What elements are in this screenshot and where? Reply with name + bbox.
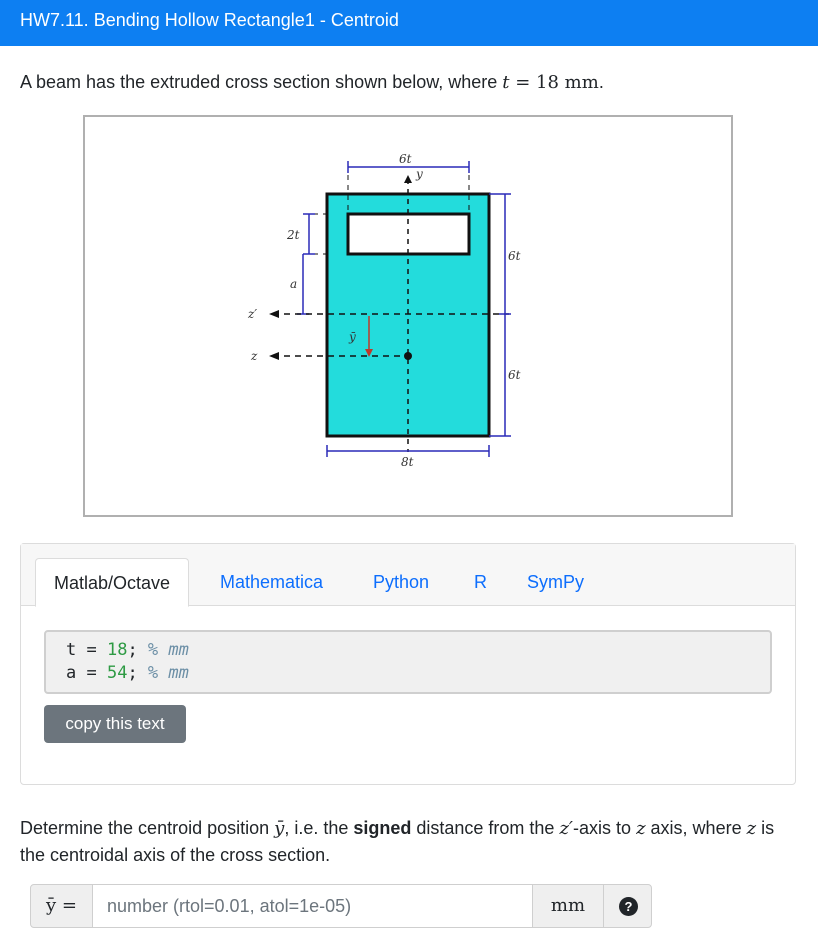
centroid-point xyxy=(404,352,412,360)
code-card xyxy=(20,543,796,785)
help-button[interactable] xyxy=(603,884,652,928)
code-block[interactable] xyxy=(44,630,772,694)
page-title: HW7.11. Bending Hollow Rectangle1 - Centroid xyxy=(20,10,399,30)
z-axis-arrow xyxy=(269,352,279,360)
tab-mathematica[interactable]: Mathematica xyxy=(220,572,324,592)
cross-section-diagram xyxy=(85,117,731,515)
z-prime-label: z′ xyxy=(248,307,258,321)
page-header xyxy=(0,0,818,46)
help-icon: ? xyxy=(619,897,638,916)
right-lower-label: 6t xyxy=(508,368,521,382)
y-axis-label: y xyxy=(416,167,423,181)
tab-sympy[interactable]: SymPy xyxy=(527,572,585,592)
z-prime-arrow xyxy=(269,310,279,318)
answer-input-group xyxy=(30,884,652,928)
tab-r[interactable]: R xyxy=(474,572,487,592)
right-upper-label: 6t xyxy=(508,249,521,263)
code-line-a: a = 54; % mm xyxy=(66,663,189,683)
language-tabs xyxy=(21,544,795,606)
z-axis-label: z xyxy=(251,349,258,363)
code-line-t: t = 18; % mm xyxy=(66,640,189,660)
y-axis-arrow xyxy=(404,175,412,183)
answer-unit: mm xyxy=(532,884,604,928)
copy-text-button[interactable]: copy this text xyxy=(44,705,186,743)
hole-height-label: 2t xyxy=(287,228,300,242)
cross-section-figure xyxy=(83,115,733,517)
offset-label: a xyxy=(290,277,298,291)
centroid-answer-input[interactable] xyxy=(92,884,533,928)
tab-matlab-octave[interactable]: Matlab/Octave xyxy=(35,558,189,607)
tab-python[interactable]: Python xyxy=(373,572,430,592)
bottom-width-label: 8t xyxy=(401,455,414,469)
top-width-label: 6t xyxy=(399,152,412,166)
answer-label: ȳ = xyxy=(30,884,93,928)
question-text: Determine the centroid position ȳ, i.e. the signed distance from the z′-axis to z axis, where z is the centroidal axis of the cross section. xyxy=(20,818,775,865)
problem-statement: A beam has the extruded cross section shown below, where t = 18 mm. xyxy=(20,72,604,93)
ybar-label: ȳ xyxy=(349,330,356,344)
